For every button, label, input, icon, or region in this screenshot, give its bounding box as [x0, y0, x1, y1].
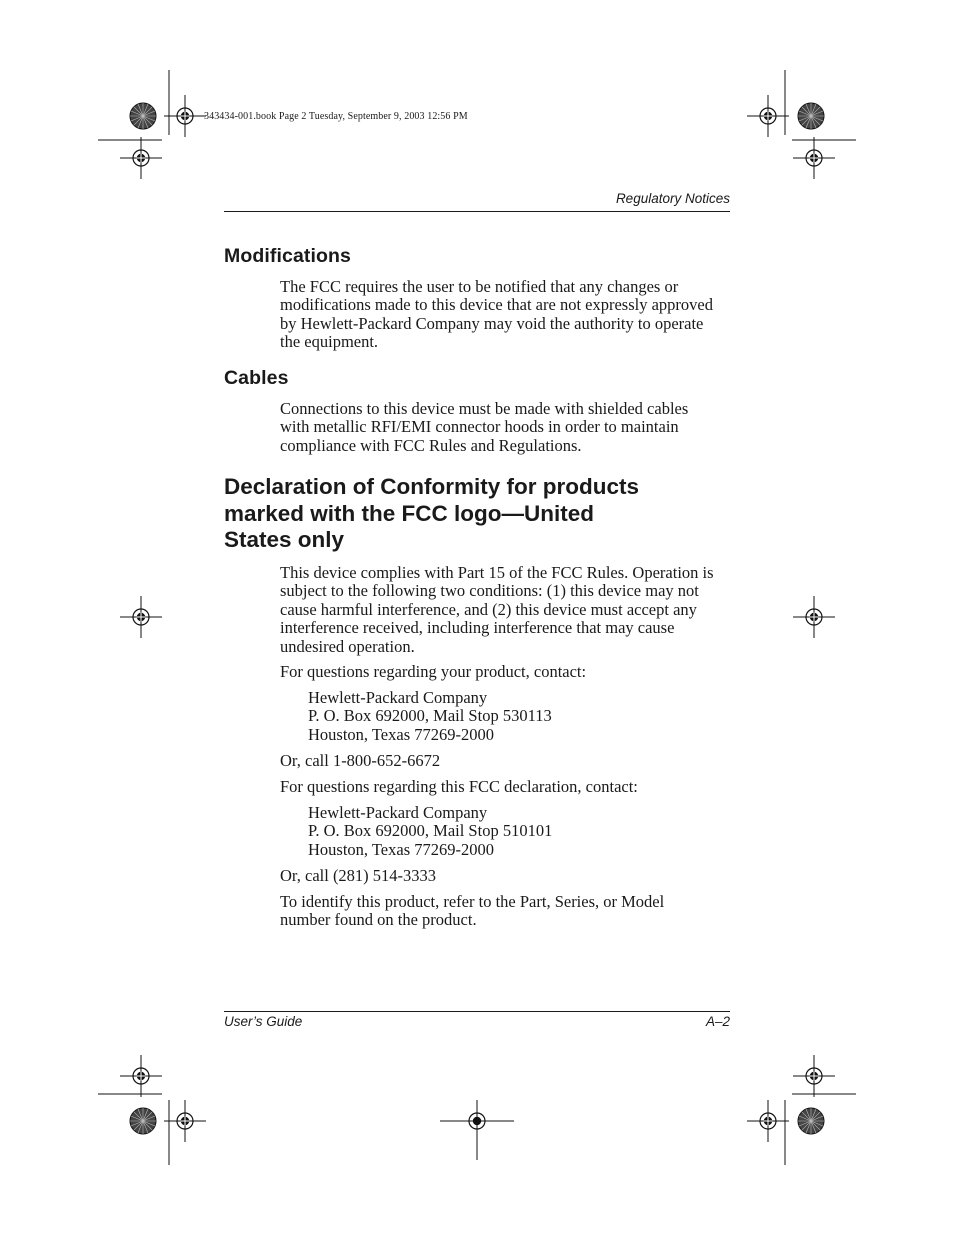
address-line: P. O. Box 692000, Mail Stop 510101	[308, 821, 553, 841]
header-rule	[224, 211, 730, 212]
crosshair-icon	[793, 137, 835, 179]
text-line: Connections to this device must be made with shielded cables	[280, 399, 689, 418]
address-line: Houston, Texas 77269-2000	[308, 724, 494, 744]
modifications-paragraph	[280, 278, 730, 352]
product-contact-text	[280, 663, 730, 681]
fcc-phone-text	[280, 867, 730, 885]
declaration-heading	[224, 474, 724, 554]
page-footer	[224, 1014, 730, 1029]
footer-title: User’s Guide	[224, 1014, 303, 1029]
text-line: interference received, including interference that may cause	[280, 618, 675, 638]
declaration-intro	[280, 564, 730, 656]
text-line: undesired operation.	[280, 636, 415, 656]
crosshair-icon	[747, 1100, 789, 1142]
crosshair-icon	[793, 1055, 835, 1097]
color-bar-icon	[130, 103, 156, 129]
print-slug: 343434-001.book Page 2 Tuesday, September 9, 2003 12:56 PM	[204, 111, 468, 122]
footer-rule	[224, 1011, 730, 1012]
running-head: Regulatory Notices	[615, 191, 730, 206]
crosshair-icon	[164, 1100, 206, 1142]
cables-paragraph	[280, 400, 730, 455]
address-line: Houston, Texas 77269-2000	[308, 839, 494, 859]
fcc-contact-text	[280, 778, 730, 796]
text-line: compliance with FCC Rules and Regulations.	[280, 435, 582, 455]
text-line: subject to the following two conditions: (1) this device may not	[280, 581, 699, 601]
crosshair-icon	[120, 596, 162, 638]
crosshair-icon	[120, 137, 162, 179]
text-line: Or, call 1-800-652-6672	[280, 751, 441, 770]
crosshair-icon	[793, 596, 835, 638]
address-line: P. O. Box 692000, Mail Stop 530113	[308, 706, 552, 726]
text-line: the equipment.	[280, 332, 379, 352]
address-line: Hewlett-Packard Company	[308, 803, 488, 822]
identify-product-text	[280, 893, 730, 930]
address-line: Hewlett-Packard Company	[308, 688, 488, 707]
crosshair-icon	[747, 95, 789, 137]
product-phone-text	[280, 752, 730, 770]
text-line: number found on the product.	[280, 910, 477, 930]
crosshair-icon	[120, 1055, 162, 1097]
text-line: This device complies with Part 15 of the FCC Rules. Operation is	[280, 563, 714, 582]
heading-line: Declaration of Conformity for products	[224, 474, 640, 499]
text-line: Or, call (281) 514-3333	[280, 866, 437, 885]
text-line: For questions regarding your product, contact:	[280, 662, 587, 681]
text-line: with metallic RFI/EMI connector hoods in order to maintain	[280, 417, 679, 437]
text-line: To identify this product, refer to the Part, Series, or Model	[280, 892, 665, 911]
text-line: The FCC requires the user to be notified that any changes or	[280, 277, 679, 296]
color-bar-icon	[798, 1108, 824, 1134]
text-line: by Hewlett-Packard Company may void the authority to operate	[280, 313, 704, 333]
heading-line: marked with the FCC logo—United	[224, 500, 595, 526]
fcc-contact-address	[308, 804, 758, 859]
cables-heading: Cables	[224, 367, 289, 389]
page-number: A–2	[705, 1014, 730, 1029]
heading-line: States only	[224, 527, 345, 552]
product-contact-address	[308, 689, 758, 744]
text-line: modifications made to this device that are not expressly approved	[280, 295, 713, 315]
color-bar-icon	[130, 1108, 156, 1134]
modifications-heading: Modifications	[224, 245, 351, 267]
color-bar-icon	[798, 103, 824, 129]
text-line: For questions regarding this FCC declaration, contact:	[280, 777, 638, 796]
text-line: cause harmful interference, and (2) this device must accept any	[280, 599, 697, 619]
crosshair-icon	[164, 95, 206, 137]
